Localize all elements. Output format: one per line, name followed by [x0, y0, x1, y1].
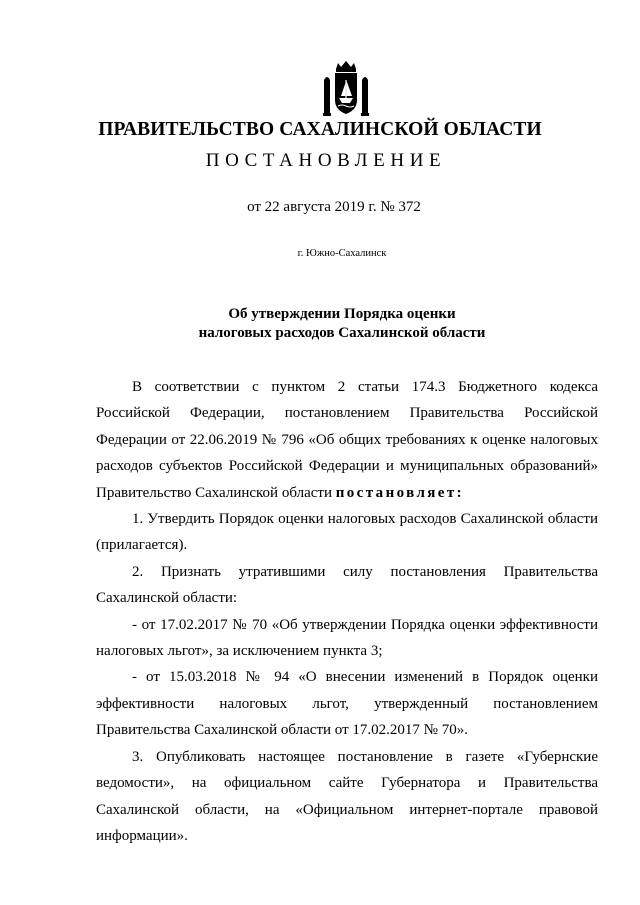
subject-line-1: Об утверждении Порядка оценки	[228, 306, 456, 322]
document-date-number: от 22 августа 2019 г. № 372	[247, 199, 421, 215]
item-1: 1. Утвердить Порядок оценки налоговых расходов Сахалинской области (прилагается).	[96, 511, 598, 554]
document-body	[96, 374, 598, 849]
item-2: 2. Признать утратившими силу постановления Правительства Сахалинской области:	[96, 563, 598, 607]
item-3: 3. Опубликовать настоящее постановление в газете «Губернские ведомости», на официальном сайте Губернатора и Правительства Сахалинской области, на «Официальном интернет-портале правовой информации».	[96, 748, 598, 844]
document-type: ПОСТАНОВЛЕНИЕ	[205, 150, 447, 171]
document-city: г. Южно-Сахалинск	[297, 248, 387, 259]
item-2a: - от 17.02.2017 № 70 «Об утверждении Порядка оценки эффективности налоговых льгот», за исключением пункта 3;	[96, 616, 598, 660]
preamble-paragraph	[96, 374, 598, 506]
decides-keyword: постановляет:	[335, 484, 465, 501]
government-name: ПРАВИТЕЛЬСТВО САХАЛИНСКОЙ ОБЛАСТИ	[98, 119, 542, 140]
document-subject	[0, 305, 640, 343]
preamble-text: В соответствии с пунктом 2 статьи 174.3 Бюджетного кодекса Российской Федерации, постановлением Правительства Российской Федерации от 22.06.2019 № 796 «Об общих требованиях к оценке налоговых расходов субъектов Российской Федерации и муниципальных образований» Правительство Сахалинской области	[96, 379, 598, 501]
item-2b: - от 15.03.2018 № 94 «О внесении изменений в Порядок оценки эффективности налоговых льгот, утвержденный постановлением Правительства Сахалинской области от 17.02.2017 № 70».	[96, 669, 598, 739]
subject-line-2: налоговых расходов Сахалинской области	[198, 325, 486, 341]
coat-of-arms-icon	[321, 60, 371, 118]
